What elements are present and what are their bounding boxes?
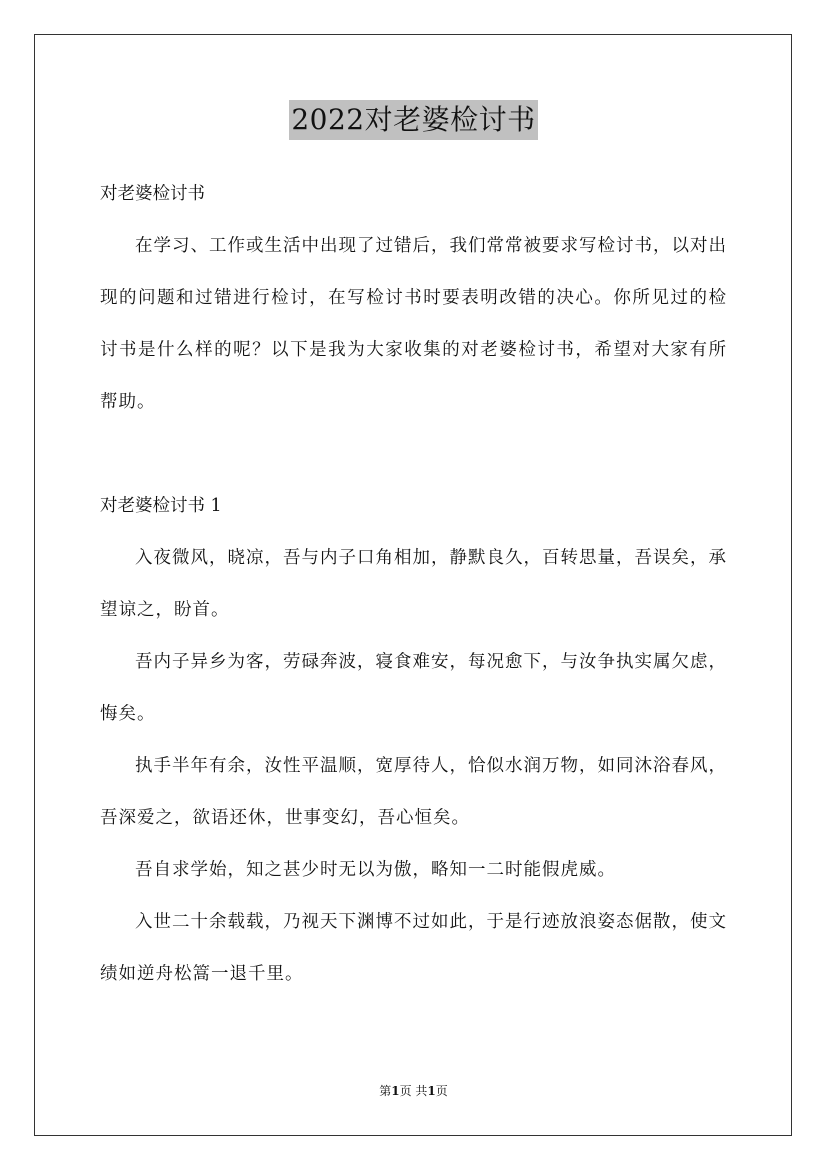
body-paragraph: 入世二十余载载，乃视天下渊博不过如此，于是行迹放浪姿态倨散，使文绩如逆舟松篙一退千里。 — [100, 912, 727, 984]
title-container — [0, 100, 827, 140]
page-total-number: 1 — [427, 1084, 436, 1098]
body-paragraph: 执手半年有余，汝性平温顺，宽厚待人，恰似水润万物，如同沐浴春风，吾深爱之，欲语还休，世事变幻，吾心恒矣。 — [100, 756, 727, 828]
section-heading: 对老婆检讨书 1 — [100, 496, 222, 516]
page-current-number: 1 — [391, 1084, 400, 1098]
body-paragraph: 吾自求学始，知之甚少时无以为傲，略知一二时能假虎威。 — [135, 860, 616, 880]
intro-paragraph: 在学习、工作或生活中出现了过错后，我们常常被要求写检讨书，以对出现的问题和过错进行检讨，在写检讨书时要表明改错的决心。你所见过的检讨书是什么样的呢？以下是我为大家收集的对老婆检讨书，希望对大家有所帮助。 — [100, 236, 727, 412]
body-paragraph: 入夜微风，晓凉，吾与内子口角相加，静默良久，百转思量，吾误矣，承望谅之，盼首。 — [100, 548, 727, 620]
page-mid: 页 共 — [399, 1084, 428, 1098]
section-spacer — [100, 428, 727, 480]
body-paragraph: 吾内子异乡为客，劳碌奔波，寝食难安，每况愈下，与汝争执实属欠虑，悔矣。 — [100, 652, 727, 724]
document-body — [100, 168, 727, 1000]
document-title: 2022对老婆检讨书 — [289, 100, 537, 140]
page-suffix: 页 — [435, 1084, 448, 1098]
intro-heading: 对老婆检讨书 — [100, 184, 205, 204]
page-footer — [0, 1082, 827, 1100]
page-prefix: 第 — [379, 1084, 392, 1098]
